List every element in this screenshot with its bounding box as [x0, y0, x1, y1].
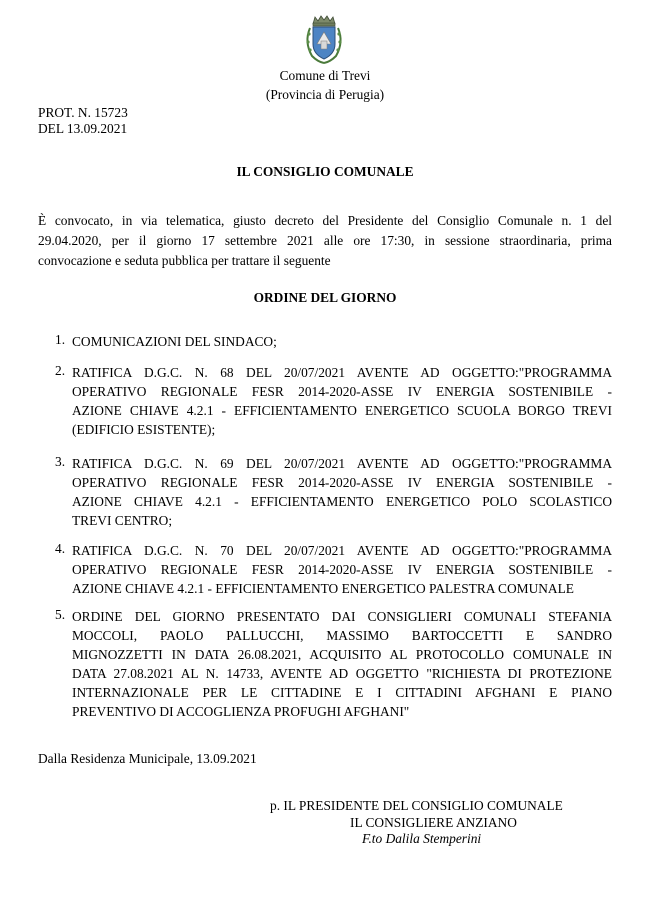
agenda-item-line: ORDINE DEL GIORNO PRESENTATO DAI CONSIGLIERI COMUNALI STEFANIA [72, 609, 612, 624]
agenda-item-line: TREVI CENTRO; [72, 513, 173, 528]
protocol-date: DEL 13.09.2021 [38, 121, 128, 136]
signature-name: F.to Dalila Stemperini [362, 831, 482, 846]
signature-block [270, 798, 563, 848]
agenda-item-line: AZIONE CHIAVE 4.2.1 - EFFICIENTAMENTO ENERGETICO PALESTRA COMUNALE [72, 581, 574, 596]
agenda-item-number: 3. [55, 454, 66, 469]
comune-crest-icon [302, 14, 346, 66]
agenda-item-line: RATIFICA D.G.C. N. 68 DEL 20/07/2021 AVENTE AD OGGETTO:"PROGRAMMA [72, 365, 612, 380]
agenda-title: ORDINE DEL GIORNO [253, 290, 397, 305]
agenda-item-line: OPERATIVO REGIONALE FESR 2014-2020-ASSE IV ENERGIA SOSTENIBILE - [72, 475, 612, 490]
agenda-item-text [72, 363, 612, 439]
agenda-item-line: MIGNOZZETTI IN DATA 26.08.2021, ACQUISITO AL PROTOCOLLO COMUNALE IN [72, 647, 612, 662]
agenda-item-line: AZIONE CHIAVE 4.2.1 - EFFICIENTAMENTO ENERGETICO POLO SCOLASTICO [72, 494, 612, 509]
intro-line: 29.04.2020, per il giorno 17 settembre 2021 alle ore 17:30, in sessione straordinaria, prima [38, 233, 612, 248]
provincia-name: (Provincia di Perugia) [265, 87, 385, 102]
intro-paragraph [38, 211, 612, 271]
agenda-item-text [72, 332, 612, 351]
comune-name: Comune di Trevi [279, 68, 371, 83]
agenda-item-number: 4. [55, 541, 66, 556]
agenda-item-line: OPERATIVO REGIONALE FESR 2014-2020-ASSE IV ENERGIA SOSTENIBILE - [72, 384, 612, 399]
signature-consigliere: IL CONSIGLIERE ANZIANO [350, 814, 517, 830]
agenda-item-line: AZIONE CHIAVE 4.2.1 - EFFICIENTAMENTO ENERGETICO SCUOLA BORGO TREVI [72, 403, 612, 418]
intro-line: È convocato, in via telematica, giusto decreto del Presidente del Consiglio Comunale n. 1 del [38, 213, 612, 228]
intro-line: convocazione e seduta pubblica per trattare il seguente [38, 253, 331, 268]
agenda-item-text [72, 607, 612, 721]
agenda-item-line: RATIFICA D.G.C. N. 70 DEL 20/07/2021 AVENTE AD OGGETTO:"PROGRAMMA [72, 543, 612, 558]
agenda-item-line: OPERATIVO REGIONALE FESR 2014-2020-ASSE IV ENERGIA SOSTENIBILE - [72, 562, 612, 577]
agenda-item-text [72, 454, 612, 530]
agenda-item-line: COMUNICAZIONI DEL SINDACO; [72, 334, 277, 349]
agenda-item-number: 5. [55, 607, 66, 622]
agenda-item-number: 2. [55, 363, 66, 378]
agenda-item-line: RATIFICA D.G.C. N. 69 DEL 20/07/2021 AVENTE AD OGGETTO:"PROGRAMMA [72, 456, 612, 471]
agenda-item-number: 1. [55, 332, 66, 347]
agenda-item-text [72, 541, 612, 598]
protocol-number: PROT. N. 15723 [38, 105, 128, 120]
place-date: Dalla Residenza Municipale, 13.09.2021 [38, 751, 257, 766]
agenda-item-line: PREVENTIVO DI ACCOGLIENZA PROFUGHI AFGHANI" [72, 704, 410, 719]
agenda-item-line: INTERNAZIONALE PER LE CITTADINE E I CITTADINI AFGHANI E PIANO [72, 685, 612, 700]
agenda-item-line: (EDIFICIO ESISTENTE); [72, 422, 216, 437]
agenda-item-line: DATA 27.08.2021 AL N. 14733, AVENTE AD OGGETTO "RICHIESTA DI PROTEZIONE [72, 666, 612, 681]
agenda-item-line: MOCCOLI, PAOLO PALLUCCHI, MASSIMO BARTOCCETTI E SANDRO [72, 628, 612, 643]
document-title: IL CONSIGLIO COMUNALE [236, 164, 414, 179]
signature-president: p. IL PRESIDENTE DEL CONSIGLIO COMUNALE [270, 798, 563, 813]
protocol-block [38, 105, 128, 137]
